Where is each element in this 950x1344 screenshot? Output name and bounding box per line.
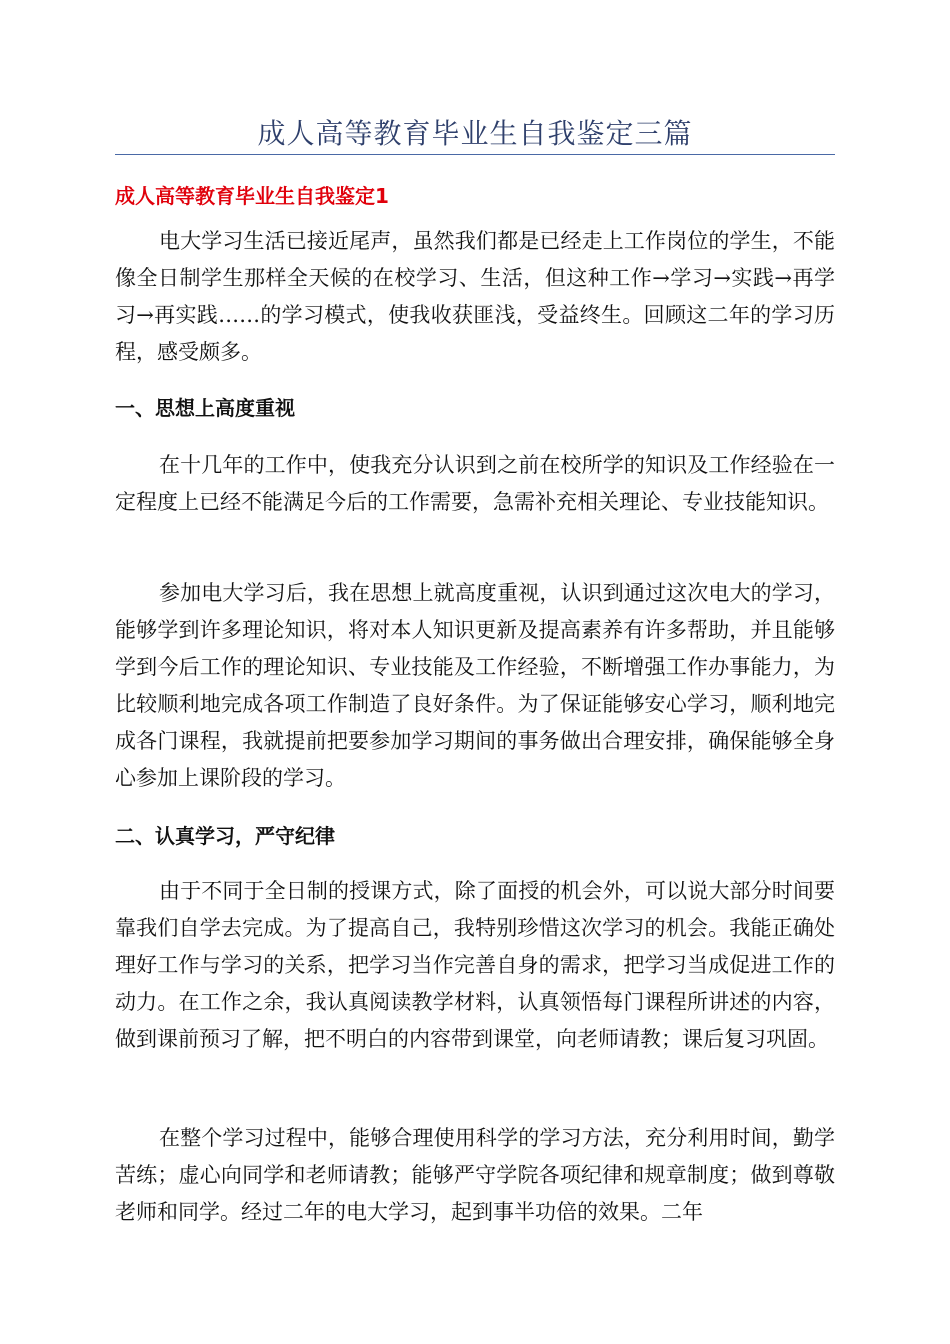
document-title: 成人高等教育毕业生自我鉴定三篇 [257, 117, 693, 150]
section-title: 成人高等教育毕业生自我鉴定1 [115, 184, 389, 208]
paragraph-4: 在整个学习过程中，能够合理使用科学的学习方法，充分利用时间，勤学苦练；虚心向同学和老师请教；能够严守学院各项纪律和规章制度；做到尊敬老师和同学。经过二年的电大学习，起到事半功倍的效果。二年 [115, 1126, 835, 1224]
intro-paragraph: 电大学习生活已接近尾声，虽然我们都是已经走上工作岗位的学生，不能像全日制学生那样全天候的在校学习、生活，但这种工作→学习→实践→再学习→再实践……的学习模式，使我收获匪浅，受益终生。回顾这二年的学习历程，感受颇多。 [115, 229, 835, 364]
paragraph-2: 参加电大学习后，我在思想上就高度重视，认识到通过这次电大的学习，能够学到许多理论知识，将对本人知识更新及提高素养有许多帮助，并且能够学到今后工作的理论知识、专业技能及工作经验，不断增强工作办事能力，为比较顺利地完成各项工作制造了良好条件。为了保证能够安心学习，顺利地完成各门课程，我就提前把要参加学习期间的事务做出合理安排，确保能够全身心参加上课阶段的学习。 [115, 581, 835, 790]
paragraph-1: 在十几年的工作中，使我充分认识到之前在校所学的知识及工作经验在一定程度上已经不能满足今后的工作需要，急需补充相关理论、专业技能知识。 [115, 453, 835, 514]
heading-2: 二、认真学习，严守纪律 [115, 824, 335, 848]
title-underline [115, 154, 835, 155]
heading-1: 一、思想上高度重视 [115, 396, 295, 420]
paragraph-3: 由于不同于全日制的授课方式，除了面授的机会外，可以说大部分时间要靠我们自学去完成。为了提高自己，我特别珍惜这次学习的机会。我能正确处理好工作与学习的关系，把学习当作完善自身的需求，把学习当成促进工作的动力。在工作之余，我认真阅读教学材料，认真领悟每门课程所讲述的内容，做到课前预习了解，把不明白的内容带到课堂，向老师请教；课后复习巩固。 [115, 879, 835, 1051]
